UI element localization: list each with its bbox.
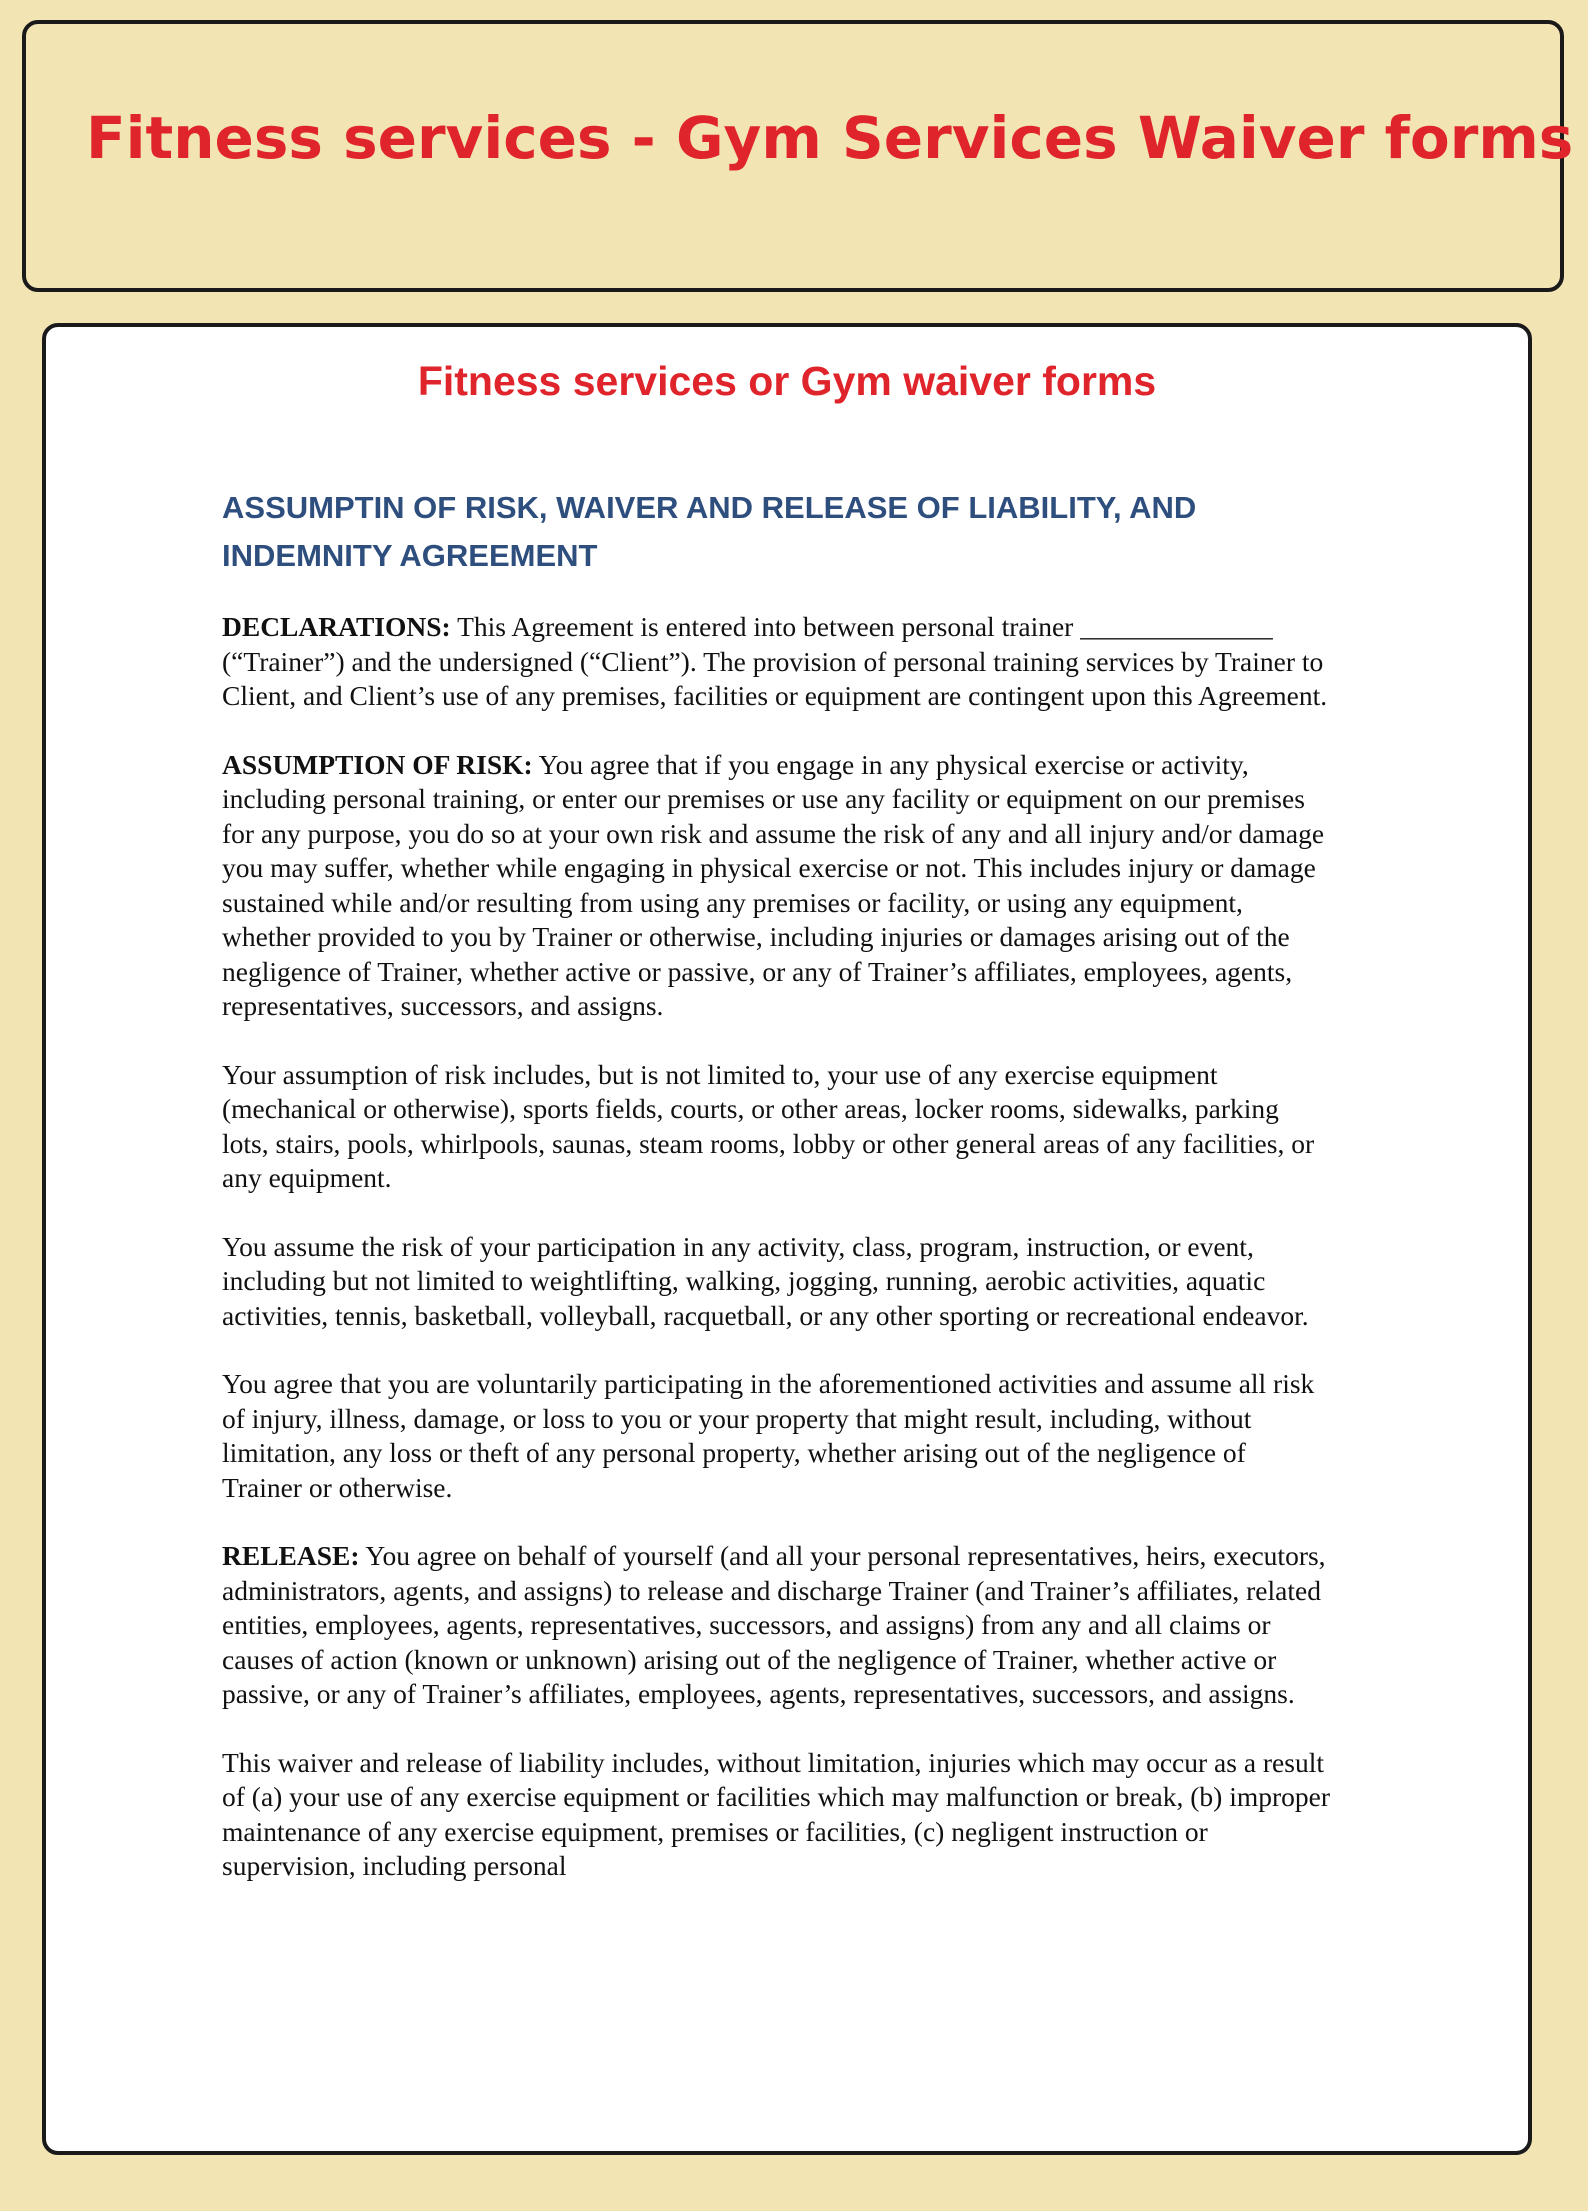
document-subtitle: Fitness services or Gym waiver forms <box>417 358 1157 404</box>
document-card <box>42 323 1532 2155</box>
banner-title: Fitness services - Gym Services Waiver forms <box>86 104 1574 172</box>
paragraph-lead: RELEASE: <box>222 1540 360 1571</box>
paragraph-text: You agree on behalf of yourself (and all your personal representatives, heirs, executors, administrators, agents, and assigns) to release and discharge Trainer (and Trainer’s affiliates, related entities, employees, agents, representatives, successors, and assigns) from any and all claims or causes of action (known or unknown) arising out of the negligence of Trainer, whether active or passive, or any of Trainer’s affiliates, employees, agents, representatives, successors, and assigns. <box>222 1540 1326 1709</box>
risk-scope-paragraph <box>222 1058 1332 1196</box>
waiver-scope-paragraph <box>222 1746 1332 1884</box>
paragraph-text: This waiver and release of liability includes, without limitation, injuries which may occur as a result of (a) your use of any exercise equipment or facilities which may malfunction or break, (b) improper maintenance of any exercise equipment, premises or facilities, (c) negligent instruction or supervision, including personal <box>222 1746 1331 1881</box>
release-paragraph <box>222 1539 1332 1712</box>
document-body <box>222 484 1332 1918</box>
declarations-paragraph <box>222 610 1332 714</box>
paragraph-text: You agree that you are voluntarily participating in the aforementioned activities and assume all risk of injury, illness, damage, or loss to you or your property that might result, including, without limitation, any loss or theft of any personal property, whether arising out of the negligence of Trainer or otherwise. <box>222 1368 1315 1503</box>
assumption-of-risk-paragraph <box>222 748 1332 1024</box>
paragraph-lead: ASSUMPTION OF RISK: <box>222 748 533 780</box>
header-banner <box>22 20 1574 292</box>
paragraph-text: You agree that if you engage in any physical exercise or activity, including personal training, or enter our premises or use any facility or equipment on our premises for any purpose, you do so at your own risk and assume the risk of any and all injury and/or damage you may suffer, whether while engaging in physical exercise or not. This includes injury or damage sustained while and/or resulting from using any premises or facility, or using any equipment, whether provided to you by Trainer or otherwise, including injuries or damages arising out of the negligence of Trainer, whether active or passive, or any of Trainer’s affiliates, employees, agents, representatives, successors, and assigns. <box>222 748 1325 1021</box>
agreement-title: ASSUMPTIN OF RISK, WAIVER AND RELEASE OF LIABILITY, AND INDEMNITY AGREEMENT <box>222 490 1197 573</box>
paragraph-lead: DECLARATIONS: <box>222 611 451 642</box>
voluntary-participation-paragraph <box>222 1367 1332 1505</box>
paragraph-text: This Agreement is entered into between personal trainer ______________ (“Trainer”) and the undersigned (“Client”). The provision of personal training services by Trainer to Client, and Client’s use of any premises, facilities or equipment are contingent upon this Agreement. <box>222 611 1328 711</box>
paragraph-text: You assume the risk of your participation in any activity, class, program, instruction, or event, including but not limited to weightlifting, walking, jogging, running, aerobic activities, aquatic activities, tennis, basketball, volleyball, racquetball, or any other sporting or recreational endeavor. <box>222 1230 1309 1331</box>
participation-risk-paragraph <box>222 1230 1332 1334</box>
paragraph-text: Your assumption of risk includes, but is not limited to, your use of any exercise equipment (mechanical or otherwise), sports fields, courts, or other areas, locker rooms, sidewalks, parking lots, stairs, pools, whirlpools, saunas, steam rooms, lobby or other general areas of any facilities, or any equipment. <box>222 1058 1315 1193</box>
